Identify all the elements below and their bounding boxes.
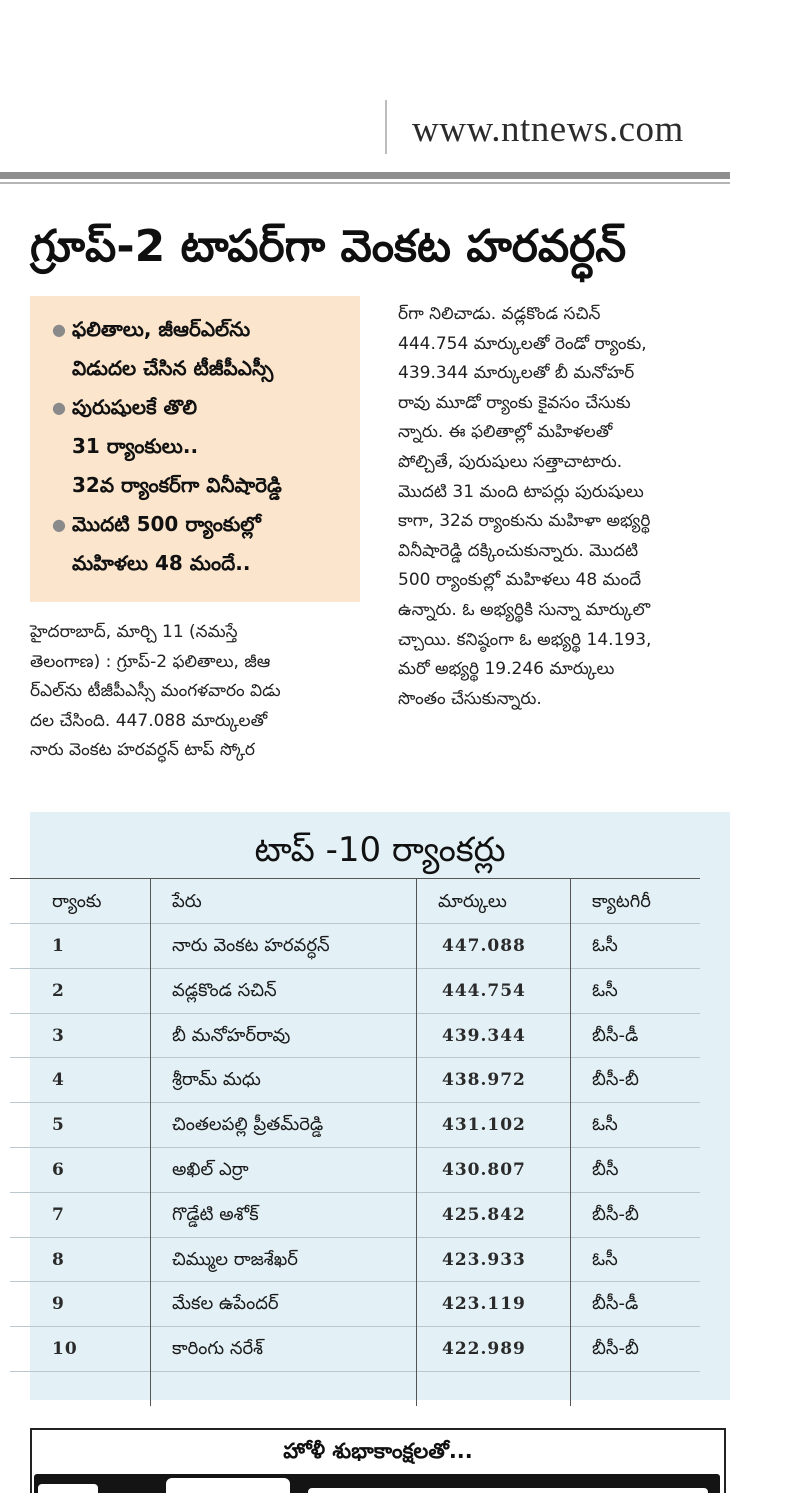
table-cell-name: చిమ్ముల రాజశేఖర్‌ [172, 1248, 298, 1270]
table-cell-name: వడ్లకొండ సచిన్‌ [172, 979, 277, 1001]
holi-greeting-text: హోళీ శుభాకాంక్షలతో... [283, 1439, 473, 1463]
table-cell-marks: 423.933 [442, 1249, 526, 1270]
table-cell-rank: 7 [52, 1204, 65, 1225]
table-cell-marks: 422.989 [442, 1339, 526, 1360]
article-column-right [398, 300, 732, 714]
table-cell-rank: 8 [52, 1249, 65, 1270]
table-column-divider [416, 878, 417, 1406]
table-cell-rank: 2 [52, 980, 65, 1001]
table-cell-category: ఓసీ [592, 935, 618, 956]
table-row-divider [10, 1326, 700, 1327]
highlight-line: 32వ ర్యాంకర్‌గా వినీషారెడ్డి [72, 473, 282, 497]
table-cell-rank: 4 [52, 1070, 65, 1091]
table-row-divider [10, 1281, 700, 1282]
table-row-divider [10, 1147, 700, 1148]
masthead-rule [0, 172, 730, 179]
table-row-divider [10, 1057, 700, 1058]
table-cell-marks: 430.807 [442, 1160, 526, 1180]
table-cell-category: ఓసీ [592, 1248, 618, 1270]
table-row-divider [10, 1013, 700, 1014]
table-cell-marks: 431.102 [442, 1115, 526, 1136]
highlight-line: మొదటి 500 ర్యాంకుల్లో [72, 512, 261, 536]
table-cell-rank: 1 [52, 936, 65, 956]
highlight-item [52, 310, 352, 388]
table-cell-marks: 438.972 [442, 1070, 526, 1091]
table-cell-marks: 444.754 [442, 980, 526, 1001]
highlight-line: విడుదల చేసిన టీజీపీఎస్సీ [72, 356, 274, 380]
table-cell-name: అఖిల్‌ ఎర్రా [172, 1159, 249, 1180]
table-cell-rank: 10 [52, 1339, 78, 1360]
table-row-divider [10, 878, 700, 879]
table-cell-category: బీసీ-బీ [592, 1069, 639, 1091]
table-cell-category: ఓసీ [592, 979, 618, 1001]
table-cell-category: ఓసీ [592, 1114, 618, 1136]
table-cell-category: బీసీ [592, 1159, 619, 1180]
ad-banner-shape [166, 1478, 290, 1493]
table-cell-name: నారు వెంకట హరవర్ధన్‌ [172, 935, 330, 956]
table-cell-marks: 425.842 [442, 1204, 526, 1225]
article-column-left [30, 618, 368, 766]
table-header-cell: క్యాటగిరీ [592, 891, 651, 912]
highlight-line: ఫలితాలు, జీఆర్‌ఎల్‌ను [72, 317, 251, 341]
table-title: టాప్‌ -10 ర్యాంకర్లు [254, 830, 506, 870]
ad-banner-shape [38, 1484, 98, 1493]
table-header-cell: ర్యాంకు [52, 891, 102, 912]
table-row-divider [10, 923, 700, 924]
table-cell-rank: 3 [52, 1025, 65, 1046]
masthead-divider [385, 100, 387, 154]
table-cell-rank: 5 [52, 1115, 65, 1136]
article-paragraph: ర్‌గా నిలిచాడు. వడ్లకొండ సచిన్‌ 444.754 మార్కులతో రెండో ర్యాంకు, 439.344 మార్కులతో బీ మనోహర్‌ రావు మూడో ర్యాంకు కైవసం చేసుకు న్నారు. ఈ ఫలితాల్లో మహిళలతో పోల్చితే, పురుషులు సత్తాచాటారు. మొదటి 31 మంది టాపర్లు పురుషులు కాగా, 32వ ర్యాంకును మహిళా అభ్యర్థి వినీషారెడ్డి దక్కించుకున్నారు. మొదటి 500 ర్యాంకుల్లో మహిళలు 48 మందే ఉన్నారు. ఓ అభ్యర్థికి సున్నా మార్కులొ చ్చాయి. కనిష్ఠంగా ఓ అభ్యర్థి 14.193, మరో అభ్యర్థి 19.246 మార్కులు సొంతం చేసుకున్నారు. [398, 304, 652, 709]
highlight-line: మహిళలు 48 మందే.. [72, 551, 251, 575]
highlight-item [52, 505, 352, 583]
table-cell-name: బీ మనోహర్‌రావు [172, 1024, 291, 1046]
highlight-item [52, 388, 352, 505]
table-row-divider [10, 1371, 700, 1372]
table-cell-name: చింతలపల్లి ప్రీతమ్‌రెడ్డి [172, 1114, 324, 1136]
table-column-divider [570, 878, 571, 1406]
table-cell-category: బీసీ-బీ [592, 1203, 639, 1225]
table-cell-category: బీసీ-బీ [592, 1338, 639, 1360]
table-row-divider [10, 1192, 700, 1193]
highlights-box [30, 296, 360, 602]
table-cell-name: మేకల ఉపేందర్‌ [172, 1293, 279, 1315]
highlight-line: పురుషులకే తొలి [72, 395, 197, 419]
table-cell-category: బీసీ-డీ [592, 1293, 639, 1315]
table-column-divider [150, 878, 151, 1406]
table-row-divider [10, 1102, 700, 1103]
article-headline: గ్రూప్‌-2 టాపర్‌గా వెంకట హరవర్ధన్‌ [30, 221, 627, 272]
bullet-icon: ● [52, 515, 66, 534]
table-cell-rank: 9 [52, 1294, 65, 1315]
site-url: www.ntnews.com [412, 109, 684, 150]
table-cell-category: బీసీ-డీ [592, 1024, 639, 1046]
table-header-cell: పేరు [172, 891, 202, 912]
ad-banner-strip [34, 1474, 720, 1493]
holi-greeting-ad [30, 1428, 726, 1493]
table-cell-name: గొడ్డేటి అశోక్‌ [172, 1203, 259, 1225]
ad-banner-shape [308, 1488, 708, 1493]
table-cell-name: శ్రీరామ్‌ మధు [172, 1069, 261, 1091]
table-row-divider [10, 968, 700, 969]
table-cell-marks: 439.344 [442, 1025, 526, 1046]
masthead-rule-thin [0, 182, 730, 184]
table-row-divider [10, 1237, 700, 1238]
table-cell-marks: 447.088 [442, 936, 526, 956]
highlight-line: 31 ర్యాంకులు.. [72, 434, 199, 458]
bullet-icon: ● [52, 398, 66, 417]
article-paragraph: హైదరాబాద్‌, మార్చి 11 (నమస్తే తెలంగాణ) : గ్రూప్‌-2 ఫలితాలు, జీఆ ర్‌ఎల్‌ను టీజీపీఎస్సీ మంగళవారం విడు దల చేసింది. 447.088 మార్కులతో నారు వెంకట హరవర్ధన్‌ టాప్‌ స్కోర [30, 622, 281, 761]
table-cell-rank: 6 [52, 1160, 65, 1180]
bullet-icon: ● [52, 320, 66, 339]
table-cell-name: కారింగు నరేశ్‌ [172, 1338, 264, 1360]
table-header-cell: మార్కులు [438, 891, 507, 912]
table-cell-marks: 423.119 [442, 1294, 526, 1315]
